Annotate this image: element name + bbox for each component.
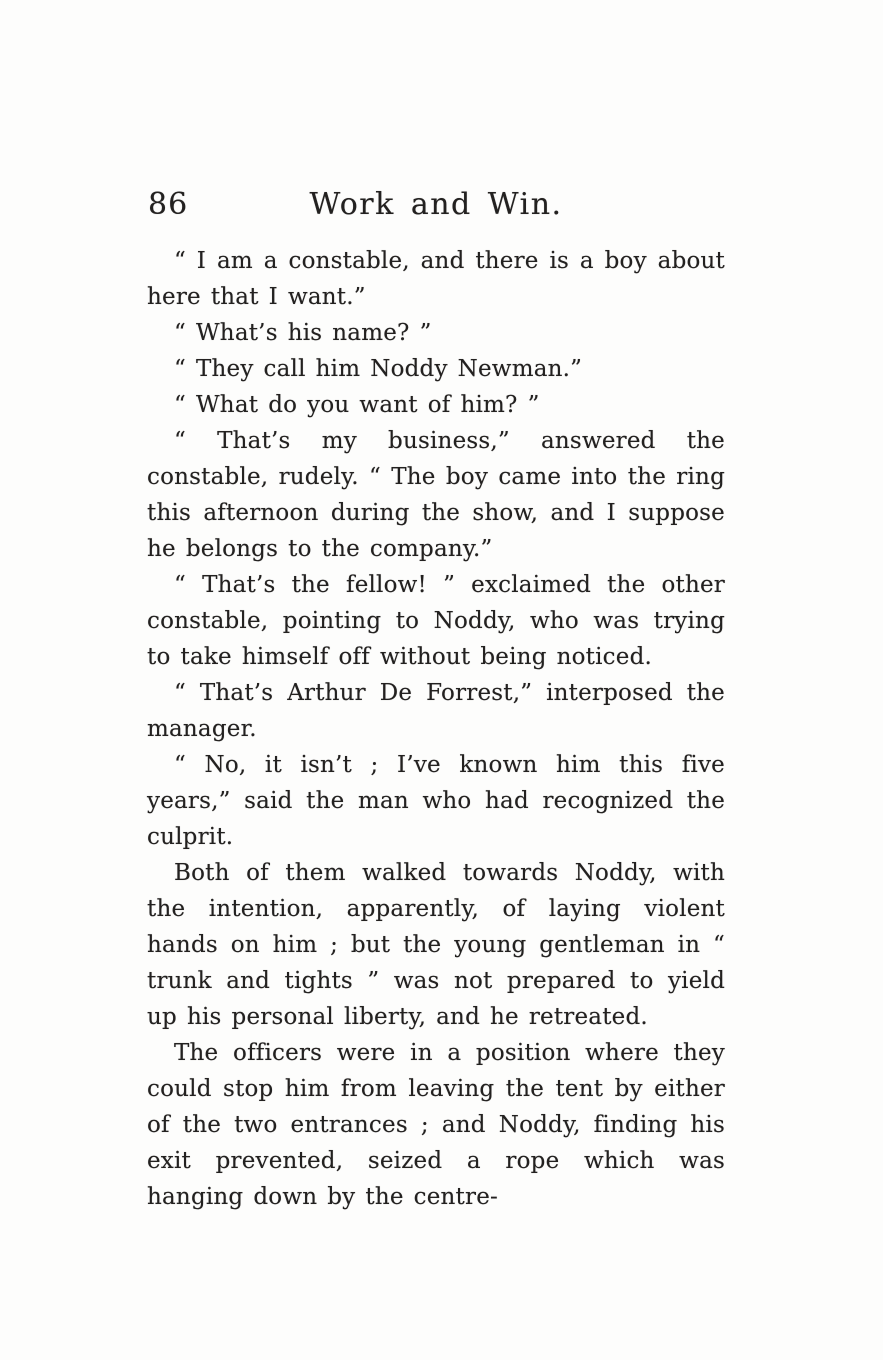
paragraph: “ I am a constable, and there is a boy about here that I want.” [147, 248, 725, 310]
paragraph: “ They call him Noddy Newman.” [174, 356, 583, 382]
text-block [147, 186, 725, 1215]
paragraph: “ That’s my business,” answered the constable, rudely. “ The boy came into the ring this afternoon during the show, and I suppose he belongs to the company.” [147, 428, 725, 562]
running-header [147, 186, 725, 226]
paragraph: “ No, it isn’t ; I’ve known him this five years,” said the man who had recognized the culprit. [147, 752, 725, 850]
paragraph: “ That’s the fellow! ” exclaimed the other constable, pointing to Noddy, who was trying to take himself off without being noticed. [147, 572, 725, 670]
running-header-title: Work and Win. [309, 187, 563, 222]
paragraph: “ What do you want of him? ” [174, 392, 540, 418]
paragraph: “ What’s his name? ” [174, 320, 432, 346]
paragraph: The officers were in a position where they could stop him from leaving the tent by either of the two entrances ; and Noddy, finding his exit prevented, seized a rope which was hanging down by the centre- [147, 1040, 725, 1210]
paragraph: “ That’s Arthur De Forrest,” interposed the manager. [147, 680, 725, 742]
page-number: 86 [148, 187, 189, 222]
paragraph: Both of them walked towards Noddy, with the intention, apparently, of laying violent hands on him ; but the young gentleman in “ trunk and tights ” was not prepared to yield up his personal liberty, and he retreated. [147, 860, 725, 1030]
page-body [147, 243, 725, 1215]
